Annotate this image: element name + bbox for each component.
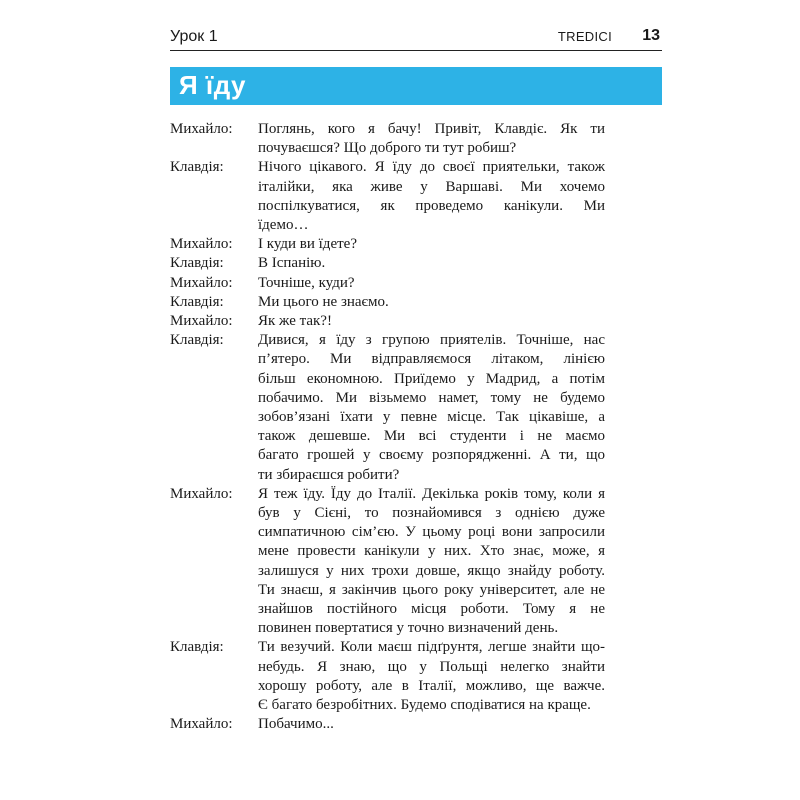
speaker-name: Клавдія: [170,293,224,310]
dialogue-line: Ми цього не знаємо. [258,293,389,310]
dialogue-text [258,235,605,254]
speaker-name: Михайло: [170,716,233,733]
dialogue-line: Побачимо... [258,716,334,733]
dialogue-turn [170,485,605,639]
dialogue-line: Нічого цікавого. Я їду до своєї приятельки, також [258,159,605,176]
dialogue-turn [170,120,605,158]
dialogue-line: В Іспанію. [258,255,326,272]
speaker-name: Клавдія: [170,255,224,272]
dialogue-line: Є багато безробітних. Будемо сподіватися на краще. [258,697,591,714]
dialogue-line: п’ятеро. Ми відправляємося літаком, лінією [258,351,605,368]
speaker-name: Михайло: [170,274,233,291]
dialogue-line: багато грошей у своєму розпорядженні. А ти, що [258,447,605,464]
speaker-name: Клавдія: [170,332,224,349]
dialogue-line: Я теж їду. Їду до Італії. Декілька років тому, коли я [258,485,605,502]
speaker-name: Клавдія: [170,639,224,656]
dialogue-turn [170,293,605,312]
dialogue-text [258,331,605,485]
dialogue-line: знайшов постійного місця роботи. Тому я не [258,601,605,618]
dialogue-turn [170,331,605,485]
dialogue-text [258,254,605,273]
dialogue-text [258,638,605,715]
speaker-name: Михайло: [170,121,233,137]
dialogue-text [258,274,605,293]
title-banner [170,67,662,105]
speaker-name: Михайло: [170,236,233,253]
dialogue-line: Ти знаєш, я закінчив цього року університет, але не [258,581,605,598]
dialogue-line: був у Сієні, то познайомився з однією дуже [258,505,605,522]
dialogue-line: більш економною. Приїдемо у Мадрид, а потім [258,370,605,387]
page-number-word: TREDICI [557,29,612,44]
dialogue-line: італійки, яка живе у Варшаві. Ми хочемо [258,178,605,195]
dialogue-line: Поглянь, кого я бачу! Привіт, Клавдіє. Як ти [258,121,605,137]
dialogue-text [258,312,605,331]
header-rule [170,50,662,51]
dialogue-text [258,120,605,158]
dialogue-line: І куди ви їдете? [258,236,357,253]
dialogue-line: побачимо. Ми візьмемо намет, тому не будемо [258,389,605,406]
dialogue-line: Ти везучий. Коли маєш підґрунтя, легше знайти що- [258,639,605,656]
lesson-label: Урок 1 [170,28,218,45]
speaker-name: Клавдія: [170,159,224,176]
dialogue-text [258,485,605,639]
dialogue-line: також дешевше. Ми всі студенти і не маємо [258,428,605,445]
dialogue-line: залишуся у них трохи довше, якщо знайду роботу. [258,562,605,579]
dialogue-line: зобов’язані їхати у певне місце. Так цікавіше, а [258,409,605,426]
dialogue-line: Дивися, я їду з групою приятелів. Точніше, нас [258,332,605,349]
speaker-name: Михайло: [170,313,233,330]
dialogue-line: мене провести канікули у них. Хто знає, може, я [258,543,605,560]
dialogue-line: Точніше, куди? [258,274,355,291]
dialogue-text [258,158,605,235]
speaker-name: Михайло: [170,485,233,502]
page-header [170,26,662,48]
section-title: Я їду [179,70,247,100]
dialogue-line: хорошу роботу, але в Італії, можливо, ще важче. [258,677,605,694]
dialogue-turn [170,638,605,715]
dialogue-turn [170,235,605,254]
dialogue-text [258,715,605,734]
dialogue-line: повинен повертатися у точно визначений день. [258,620,559,637]
dialogue-line: їдемо… [258,217,309,234]
dialogue-line: почуваєшся? Що доброго ти тут робиш? [258,140,517,157]
dialogue-line: симпатичною сім’єю. У цьому році вони запросили [258,524,605,541]
dialogue-line: Як же так?! [258,313,332,330]
dialogue-turn [170,254,605,273]
page-number: 13 [642,27,660,44]
dialogue [170,120,605,735]
dialogue-turn [170,715,605,734]
dialogue-turn [170,158,605,235]
dialogue-line: небудь. Я знаю, що у Польщі нелегко знайти [258,658,605,675]
dialogue-turn [170,312,605,331]
dialogue-line: поспілкуватися, як проведемо канікули. Ми [258,197,605,214]
dialogue-turn [170,274,605,293]
dialogue-text [258,293,605,312]
dialogue-line: ти збираєшся робити? [258,466,400,483]
